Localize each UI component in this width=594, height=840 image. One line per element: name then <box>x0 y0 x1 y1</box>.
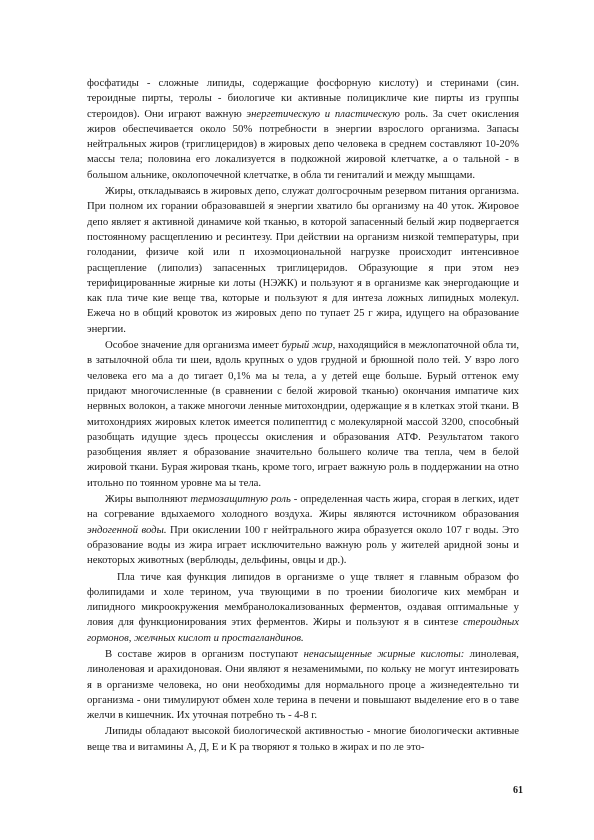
italic-term: эндогенной воды. <box>87 523 167 536</box>
italic-term: ненасыщенные жирные кислоты: <box>303 647 465 660</box>
text-run: находящийся в межлопаточной обла ти, в затылочной обла ти шеи, вдоль крупных о удов грудной и брюшной поло тей. У взро лого человека его ма а до тигает 0,1% ма ы тела, а у детей еще больше. Бурый оттенок ему придают многочисленные (в сравнении с белой жировой тканью) окончания импатиче ких нервных волокон, а также многочи ленные митохондрии, одержащие я в клетках этой ткани. В митохондриях жировых клеток имеется полипептид с молекулярной массой 3200, способный разобщать идущие здесь процессы окисления и образования АТФ. Результатом такого разобщения являет я образование значительно большего количе тва тепла, чем в белой жировой ткани. Бурая жировая ткань, кроме того, играет важную роль в поддержании на отно итольно по тоянном уровне ма ы тела. <box>87 339 519 489</box>
paragraph <box>87 724 519 755</box>
paragraph <box>87 338 519 491</box>
text-run: линолевая, линоленовая и арахидоновая. Они являют я незаменимыми, по кольку не могут интезировать я в организме человека, но они необходимы для нормального проце а жизнедеятельно ти организма - они тимулируют обмен холе терина в печени и повышают выделение его в о таве желчи в кишечник. Их уточная потребно ть - 4-8 г. <box>87 647 519 722</box>
text-run: Особое значение для организма имеет <box>105 339 282 352</box>
italic-term: термозащитную роль <box>190 493 291 506</box>
text-run: Пла тиче кая функция липидов в организме о уще твляет я главным образом фо фолипидами и холе терином, уча твующими в по троении биологиче ких мембран и липидного микроокружения мембранолокализованных ферментов, оздавая оптимальные у ловия для функционирования этих ферментов. Жиры и пользуют я в синтезе <box>87 570 519 629</box>
paragraph <box>87 76 519 183</box>
text-run: Жиры выполняют <box>105 493 191 506</box>
text-run: При окислении 100 г нейтрального жира образуется около 107 г воды. Это образование воды из жира играет исключительно важную роль у жителей аридной зоны и некоторых животных (верблюды, дельфины, овцы и др.). <box>87 523 519 567</box>
text-run: Жиры, откладываясь в жировых депо, служат долгосрочным резервом питания организма. При полном их горании образовавшей я энергии хватило бы организму на 40 уток. Жировое депо являет я активной динамиче кой тканью, в которой запасенный белый жир подвергается постоянному расщеплению и ресинтезу. При действии на организм низкой температуры, при голодании, физиче кой или п ихоэмоциональной нагрузке происходит интенсивное расщепление (липолиз) запасенных триглицеридов. Образующие я при этом неэ терифицированные жирные ки лоты (НЭЖК) и пользуют я в организме как энергодающие и как пла тиче кие веще тва, которые и пользуют я для интеза ложных липидных молекул. Ежеча но в общий кровоток из жировых депо по тупает 25 г жира, идущего на образование энергии. <box>87 185 519 335</box>
italic-term: стероидных гормонов, желчных кислот и простагландинов. <box>87 616 519 644</box>
text-run: - определенная часть жира, сгорая в легких, идет на согревание вдыхаемого холодного воздуха. Жиры являются источником образования <box>87 493 519 521</box>
paragraph <box>87 570 519 646</box>
text-run: фосфатиды - сложные липиды, содержащие фосфорную кислоту) и стеринами (син. тероидные пирты, теролы - биологиче ки активные полицикличе кие пирты из группы стероидов). Они играют важную <box>87 77 519 120</box>
paragraph <box>87 492 519 568</box>
text-run: В составе жиров в организм поступают <box>105 647 304 660</box>
body-text <box>87 76 519 755</box>
text-run: Липиды обладают высокой биологической активностью - многие биологически активные веще тва и витамины А, Д, Е и К ра творяют я только в жирах и по ле это- <box>87 725 519 753</box>
paragraph <box>87 647 519 723</box>
italic-term: бурый жир, <box>281 339 336 352</box>
paragraph <box>87 184 519 337</box>
italic-term: энергетическую и пластическую <box>246 107 400 120</box>
text-run: роль. За счет окисления жиров обеспечивается около 50% потребности в энергии взрослого организма. Запасы нейтральных жиров (триглицеридов) в жировых депо человека в среднем составляют 10-20% массы тела; половина его локализуется в подкожной жировой клетчатке, а о тальной - в большом альнике, околопочечной клетчатке, в обла ти гениталий и между мышцами. <box>87 107 519 181</box>
page-number: 61 <box>513 785 523 796</box>
